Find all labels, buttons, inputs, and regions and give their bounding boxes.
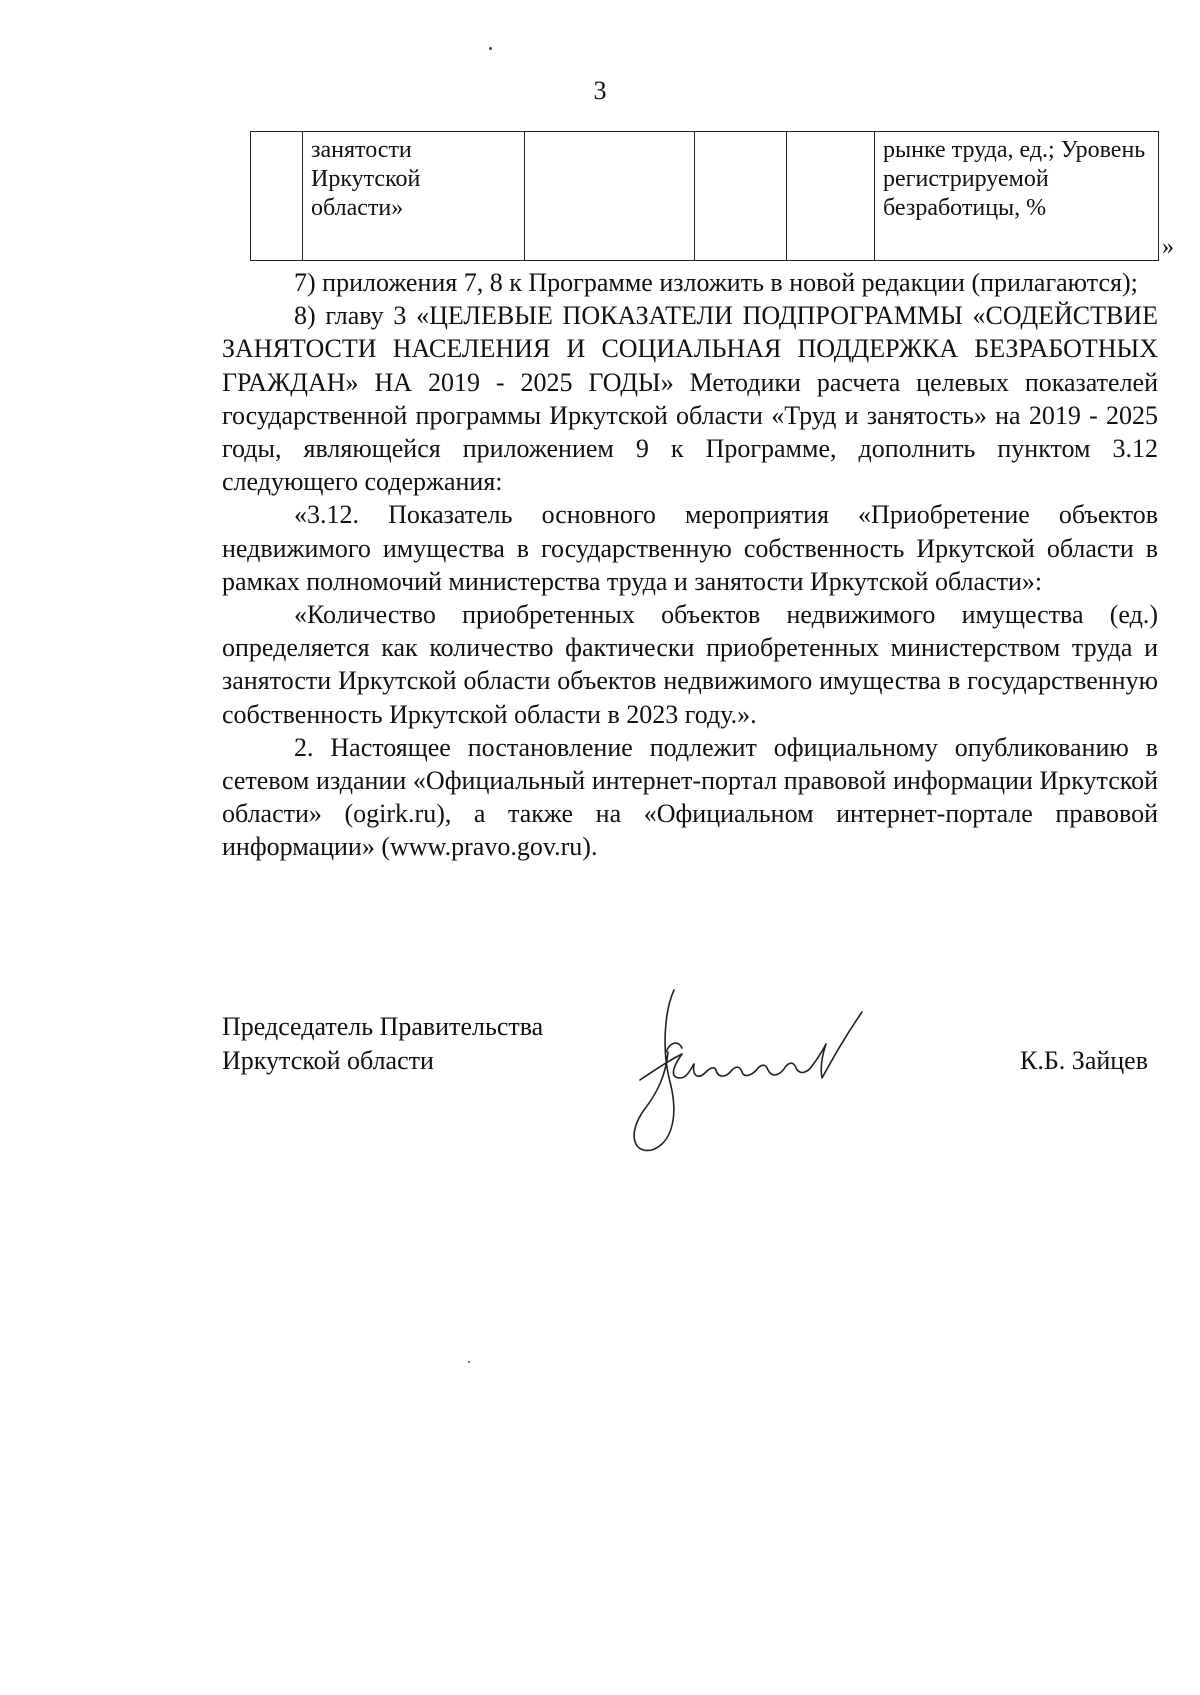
signatory-name: К.Б. Зайцев — [1020, 1046, 1148, 1075]
paragraph-item-3-12: «3.12. Показатель основного мероприятия «Приобретение объектов недвижимого имущества в государственную собственность Иркутской области в рамках полномочий министерства труда и занятости Иркутской области»: — [222, 500, 1158, 596]
paragraph-publication: 2. Настоящее постановление подлежит официальному опубликованию в сетевом издании «Официальный интернет-портал правовой информации Иркутской области» (ogirk.ru), а также на «Официальном интернет-портале правовой информации» (www.pravo.gov.ru). — [222, 732, 1158, 862]
signatory-position-line-2: Иркутской области — [222, 1046, 434, 1075]
table-cell — [787, 132, 875, 261]
signatory-position — [222, 1010, 543, 1078]
table-cell — [695, 132, 787, 261]
paragraph-item-8: 8) главу 3 «ЦЕЛЕВЫЕ ПОКАЗАТЕЛИ ПОДПРОГРАММЫ «СОДЕЙСТВИЕ ЗАНЯТОСТИ НАСЕЛЕНИЯ И СОЦИАЛЬНАЯ ПОДДЕРЖКА БЕЗРАБОТНЫХ ГРАЖДАН» НА 2019 - 2025 ГОДЫ» Методики расчета целевых показателей государственной программы Иркутской области «Труд и занятость» на 2019 - 2025 годы, являющейся приложением 9 к Программе, дополнить пунктом 3.12 следующего содержания: — [222, 301, 1158, 497]
paragraph-item-7: 7) приложения 7, 8 к Программе изложить в новой редакции (прилагаются); — [294, 268, 1138, 297]
scan-speck — [489, 47, 492, 50]
signatory-position-line-1: Председатель Правительства — [222, 1012, 544, 1041]
table-cell: рынке труда, ед.; Уровень регистрируемой безработицы, % — [875, 132, 1159, 261]
scan-speck — [468, 1361, 470, 1363]
table-cell — [525, 132, 695, 261]
document-body — [222, 266, 1158, 864]
handwritten-signature — [622, 982, 882, 1162]
closing-quote: » — [1162, 234, 1174, 260]
table-cell — [251, 132, 303, 261]
table-row — [251, 132, 1159, 261]
continuation-table — [250, 131, 1159, 261]
table-cell: занятости Иркутской области» — [303, 132, 525, 261]
signature-block — [222, 1010, 1158, 1190]
paragraph-indicator-definition: «Количество приобретенных объектов недвижимого имущества (ед.) определяется как количество фактически приобретенных министерством труда и занятости Иркутской области объектов недвижимого имущества в государственную собственность Иркутской области в 2023 году.». — [222, 600, 1158, 729]
page-number: 3 — [593, 76, 607, 105]
